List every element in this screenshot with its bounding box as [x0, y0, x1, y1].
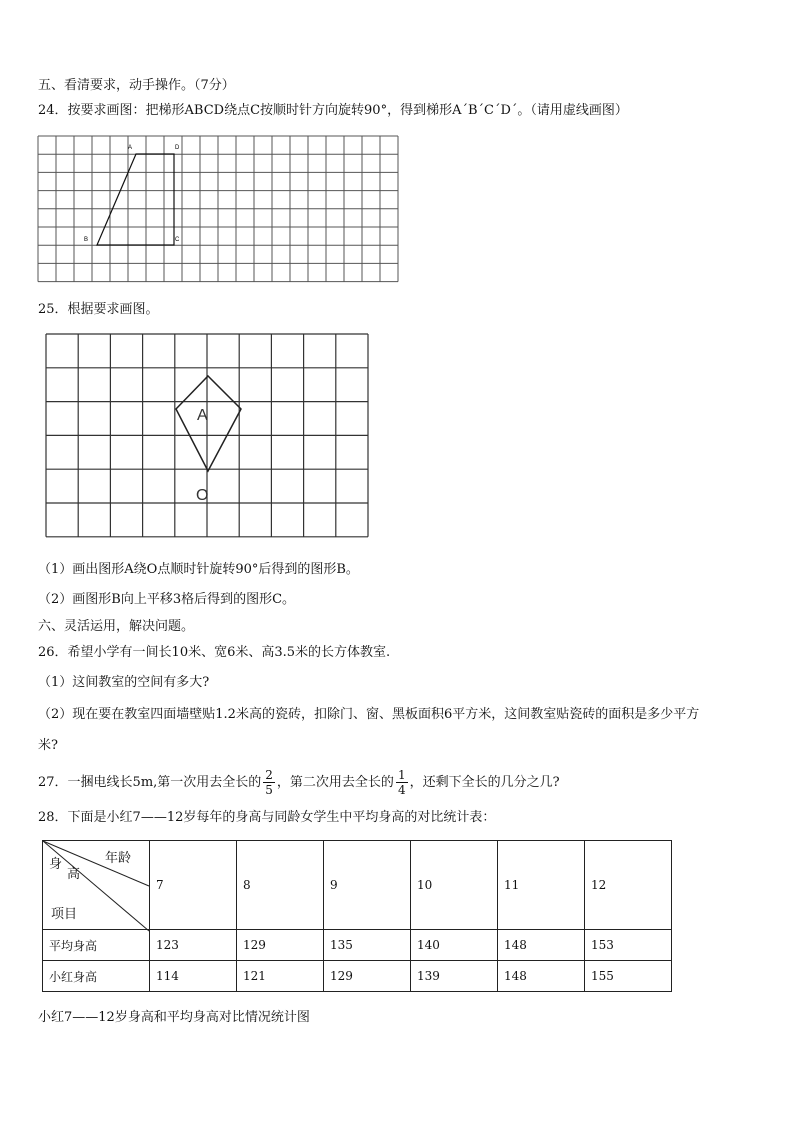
q27-part2: ，第二次用去全长的: [276, 775, 394, 790]
age-header: 7: [150, 841, 237, 930]
q27-part1: 27．一捆电线长5m,第一次用去全长的: [38, 775, 262, 790]
table-cell: 139: [411, 961, 498, 992]
question-27-text: [38, 768, 560, 798]
corner-label-age: 年龄: [105, 851, 132, 866]
table-cell: 148: [498, 961, 585, 992]
kite-grid: [46, 334, 370, 539]
chart-caption: 小红7——12岁身高和平均身高对比情况统计图: [38, 1010, 310, 1025]
question-26-sub2: （2）现在要在教室四面墙壁贴1.2米高的瓷砖，扣除门、窗、黑板面积6平方米，这间教室贴瓷砖的面积是多少平方: [38, 707, 700, 722]
table-cell: 155: [585, 961, 672, 992]
question-25-text: 25．根据要求画图。: [38, 302, 159, 317]
corner-label-height-2: 高: [67, 867, 81, 882]
label-a: A: [128, 145, 133, 151]
age-header: 11: [498, 841, 585, 930]
label-c: C: [175, 237, 180, 243]
age-header: 8: [237, 841, 324, 930]
trapezoid-abcd: [97, 154, 174, 245]
age-header: 9: [324, 841, 411, 930]
table-row-average: [43, 930, 672, 961]
row-label: 平均身高: [43, 930, 150, 961]
label-d: D: [175, 145, 180, 151]
question-26-text: 26．希望小学有一间长10米、宽6米、高3.5米的长方体教室.: [38, 645, 391, 660]
corner-label-item: 项目: [51, 907, 78, 922]
table-cell: 140: [411, 930, 498, 961]
row-label: 小红身高: [43, 961, 150, 992]
table-cell: 114: [150, 961, 237, 992]
fraction-one-quarter: $\frac{1}{4}$: [397, 768, 406, 797]
fraction-two-fifths: $\frac{2}{5}$: [265, 768, 273, 797]
age-header: 10: [411, 841, 498, 930]
table-row-xiaohong: [43, 961, 672, 992]
label-kite-a: A: [197, 407, 208, 424]
table-cell: 135: [324, 930, 411, 961]
section-six-title: 六、灵活运用，解决问题。: [38, 619, 195, 634]
label-b: B: [84, 237, 89, 243]
trapezoid-grid: [38, 136, 399, 283]
question-26-sub2-continued: 米?: [38, 738, 58, 753]
question-24-text: 24．按要求画图：把梯形ABCD绕点C按顺时针方向旋转90°，得到梯形A´B´C´D´。（请用虚线画图）: [38, 103, 628, 118]
label-point-o: O: [196, 487, 209, 504]
kite-figure-a: [176, 376, 241, 471]
question-28-text: 28．下面是小红7——12岁每年的身高与同龄女学生中平均身高的对比统计表：: [38, 810, 496, 825]
table-cell: 148: [498, 930, 585, 961]
table-cell: 129: [237, 930, 324, 961]
table-cell: 153: [585, 930, 672, 961]
question-26-sub1: （1）这间教室的空间有多大?: [38, 675, 210, 690]
section-five-title: 五、看清要求，动手操作。（7分）: [38, 78, 235, 93]
age-header: 12: [585, 841, 672, 930]
question-25-sub2: （2）画图形B向上平移3格后得到的图形C。: [38, 592, 296, 607]
header-corner-cell: [43, 841, 150, 930]
height-comparison-table: [42, 840, 672, 992]
table-cell: 129: [324, 961, 411, 992]
corner-label-height-1: 身: [49, 857, 63, 872]
table-cell: 121: [237, 961, 324, 992]
table-cell: 123: [150, 930, 237, 961]
table-header-row: [43, 841, 672, 930]
q27-part3: ，还剩下全长的几分之几?: [409, 775, 560, 790]
question-25-sub1: （1）画出图形A绕O点顺时针旋转90°后得到的图形B。: [38, 562, 359, 577]
